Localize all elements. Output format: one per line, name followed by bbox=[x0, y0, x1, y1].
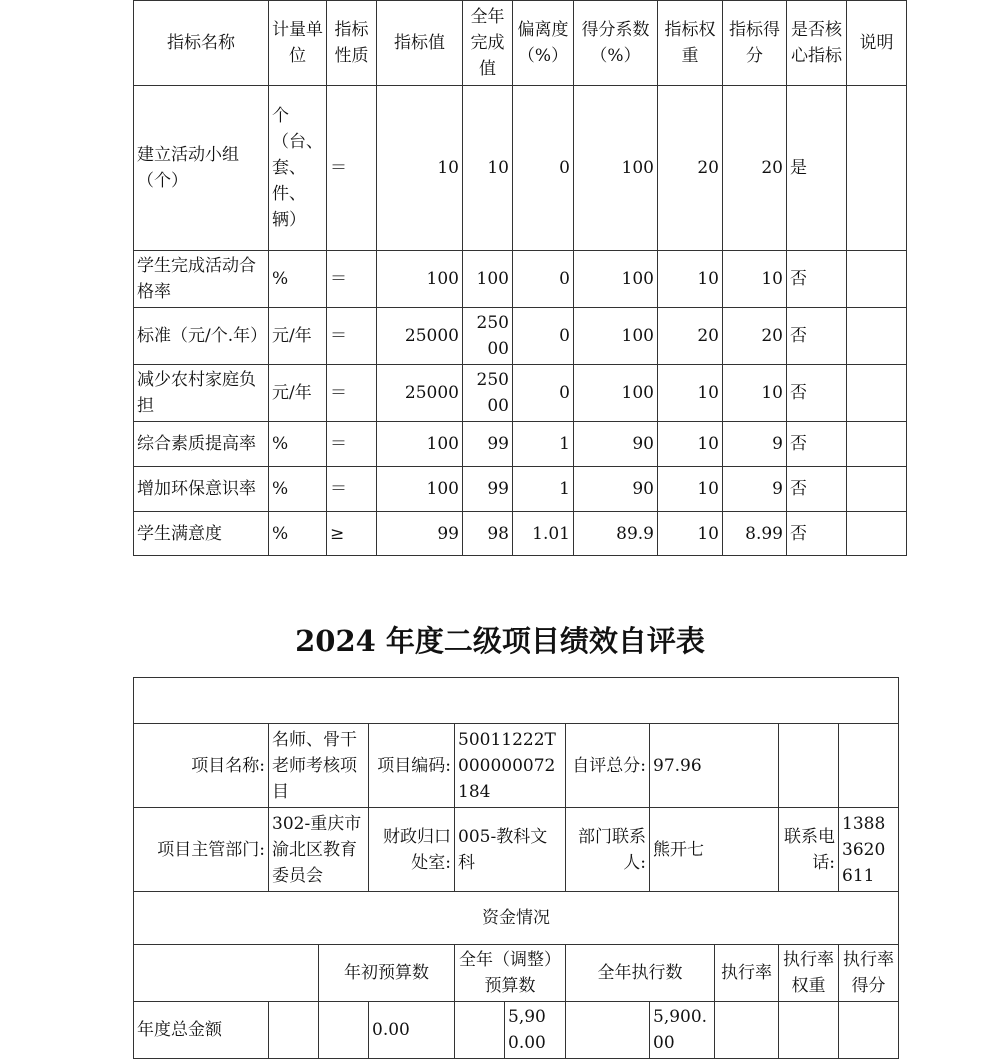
table-row bbox=[134, 467, 907, 512]
empty-cell bbox=[566, 1002, 650, 1059]
contact-label: 部门联系人: bbox=[566, 808, 650, 892]
table-row bbox=[134, 251, 907, 308]
indicator-note bbox=[847, 512, 907, 556]
indicator-name: 学生满意度 bbox=[134, 512, 269, 556]
indicator-weight: 10 bbox=[658, 251, 723, 308]
header-actual: 全年完成值 bbox=[463, 1, 513, 86]
indicator-deviation: 0 bbox=[513, 365, 574, 422]
indicator-score: 10 bbox=[723, 365, 787, 422]
project-table bbox=[133, 677, 899, 1059]
indicator-nature: ≥ bbox=[327, 512, 377, 556]
dept-value: 302-重庆市渝北区教育委员会 bbox=[269, 808, 369, 892]
indicator-note bbox=[847, 365, 907, 422]
indicator-unit: 个（台、套、件、辆） bbox=[269, 86, 327, 251]
indicator-name: 综合素质提高率 bbox=[134, 422, 269, 467]
indicator-unit: % bbox=[269, 467, 327, 512]
indicator-deviation: 0 bbox=[513, 251, 574, 308]
indicator-coef: 100 bbox=[574, 308, 658, 365]
header-target: 指标值 bbox=[377, 1, 463, 86]
page-title: 2024 年度二级项目绩效自评表 bbox=[295, 624, 705, 658]
indicator-nature: ＝ bbox=[327, 251, 377, 308]
empty-cell bbox=[319, 1002, 369, 1059]
header-executed: 全年执行数 bbox=[566, 945, 715, 1002]
finance-office-label: 财政归口处室: bbox=[369, 808, 455, 892]
indicator-core: 否 bbox=[787, 365, 847, 422]
dept-label: 项目主管部门: bbox=[134, 808, 269, 892]
indicator-name: 建立活动小组（个） bbox=[134, 86, 269, 251]
indicator-actual: 98 bbox=[463, 512, 513, 556]
indicator-target: 100 bbox=[377, 251, 463, 308]
indicator-deviation: 1 bbox=[513, 422, 574, 467]
indicator-target: 99 bbox=[377, 512, 463, 556]
phone-value: 13883620611 bbox=[839, 808, 899, 892]
header-execution-rate: 执行率 bbox=[715, 945, 779, 1002]
indicator-score: 9 bbox=[723, 422, 787, 467]
indicator-nature: ＝ bbox=[327, 86, 377, 251]
project-name-value: 名师、骨干老师考核项目 bbox=[269, 724, 369, 808]
header-score: 指标得分 bbox=[723, 1, 787, 86]
phone-label: 联系电话: bbox=[779, 808, 839, 892]
indicator-unit: % bbox=[269, 251, 327, 308]
indicator-core: 否 bbox=[787, 308, 847, 365]
indicator-table bbox=[133, 0, 907, 556]
indicator-weight: 20 bbox=[658, 86, 723, 251]
header-deviation: 偏离度（%） bbox=[513, 1, 574, 86]
department-row bbox=[134, 808, 899, 892]
header-unit: 计量单位 bbox=[269, 1, 327, 86]
indicator-note bbox=[847, 251, 907, 308]
indicator-core: 否 bbox=[787, 512, 847, 556]
project-code-value: 50011222T000000072184 bbox=[455, 724, 566, 808]
indicator-weight: 10 bbox=[658, 512, 723, 556]
indicator-core: 否 bbox=[787, 251, 847, 308]
indicator-note bbox=[847, 467, 907, 512]
indicator-core: 是 bbox=[787, 86, 847, 251]
table-row bbox=[134, 422, 907, 467]
indicator-core: 否 bbox=[787, 467, 847, 512]
header-adjusted-budget: 全年（调整）预算数 bbox=[455, 945, 566, 1002]
indicator-note bbox=[847, 308, 907, 365]
indicator-coef: 90 bbox=[574, 422, 658, 467]
total-amount-label: 年度总金额 bbox=[134, 1002, 269, 1059]
table-row bbox=[134, 86, 907, 251]
header-initial-budget: 年初预算数 bbox=[319, 945, 455, 1002]
indicator-coef: 100 bbox=[574, 365, 658, 422]
indicator-score: 10 bbox=[723, 251, 787, 308]
header-weight: 指标权重 bbox=[658, 1, 723, 86]
indicator-weight: 20 bbox=[658, 308, 723, 365]
indicator-coef: 100 bbox=[574, 86, 658, 251]
funds-section-label: 资金情况 bbox=[134, 892, 899, 945]
empty-cell bbox=[715, 1002, 779, 1059]
project-info-row bbox=[134, 724, 899, 808]
indicator-target: 100 bbox=[377, 422, 463, 467]
header-rate-weight: 执行率权重 bbox=[779, 945, 839, 1002]
header-rate-score: 执行率得分 bbox=[839, 945, 899, 1002]
indicator-name: 标准（元/个.年） bbox=[134, 308, 269, 365]
contact-value: 熊开七 bbox=[650, 808, 779, 892]
indicator-coef: 100 bbox=[574, 251, 658, 308]
funds-section-row bbox=[134, 892, 899, 945]
empty-cell bbox=[839, 724, 899, 808]
indicator-actual: 10 bbox=[463, 86, 513, 251]
adjusted-budget-value: 5,900.00 bbox=[505, 1002, 566, 1059]
indicator-actual: 99 bbox=[463, 422, 513, 467]
indicator-target: 25000 bbox=[377, 308, 463, 365]
indicator-unit: 元/年 bbox=[269, 308, 327, 365]
indicator-unit: % bbox=[269, 422, 327, 467]
indicator-note bbox=[847, 422, 907, 467]
empty-cell bbox=[269, 1002, 319, 1059]
finance-office-value: 005-教科文科 bbox=[455, 808, 566, 892]
header-nature: 指标性质 bbox=[327, 1, 377, 86]
header-indicator-name: 指标名称 bbox=[134, 1, 269, 86]
table-row bbox=[134, 365, 907, 422]
indicator-weight: 10 bbox=[658, 365, 723, 422]
indicator-unit: 元/年 bbox=[269, 365, 327, 422]
indicator-core: 否 bbox=[787, 422, 847, 467]
self-score-value: 97.96 bbox=[650, 724, 779, 808]
funds-total-row bbox=[134, 1002, 899, 1059]
indicator-actual: 99 bbox=[463, 467, 513, 512]
indicator-nature: ＝ bbox=[327, 365, 377, 422]
header-note: 说明 bbox=[847, 1, 907, 86]
indicator-target: 10 bbox=[377, 86, 463, 251]
indicator-deviation: 0 bbox=[513, 86, 574, 251]
indicator-actual: 100 bbox=[463, 251, 513, 308]
indicator-actual: 25000 bbox=[463, 308, 513, 365]
indicator-name: 学生完成活动合格率 bbox=[134, 251, 269, 308]
indicator-name: 减少农村家庭负担 bbox=[134, 365, 269, 422]
indicator-weight: 10 bbox=[658, 422, 723, 467]
self-score-label: 自评总分: bbox=[566, 724, 650, 808]
indicator-nature: ＝ bbox=[327, 422, 377, 467]
indicator-name: 增加环保意识率 bbox=[134, 467, 269, 512]
indicator-deviation: 1 bbox=[513, 467, 574, 512]
indicator-target: 25000 bbox=[377, 365, 463, 422]
blank-cell bbox=[134, 678, 899, 724]
project-name-label: 项目名称: bbox=[134, 724, 269, 808]
indicator-score: 20 bbox=[723, 308, 787, 365]
indicator-deviation: 0 bbox=[513, 308, 574, 365]
indicator-weight: 10 bbox=[658, 467, 723, 512]
indicator-actual: 25000 bbox=[463, 365, 513, 422]
indicator-note bbox=[847, 86, 907, 251]
empty-cell bbox=[779, 724, 839, 808]
indicator-unit: % bbox=[269, 512, 327, 556]
header-core: 是否核心指标 bbox=[787, 1, 847, 86]
empty-cell bbox=[839, 1002, 899, 1059]
initial-budget-value: 0.00 bbox=[369, 1002, 455, 1059]
table-row bbox=[134, 308, 907, 365]
indicator-coef: 90 bbox=[574, 467, 658, 512]
executed-value: 5,900.00 bbox=[650, 1002, 715, 1059]
indicator-header-row bbox=[134, 1, 907, 86]
indicator-coef: 89.9 bbox=[574, 512, 658, 556]
empty-cell bbox=[134, 945, 319, 1002]
indicator-target: 100 bbox=[377, 467, 463, 512]
blank-row bbox=[134, 678, 899, 724]
indicator-deviation: 1.01 bbox=[513, 512, 574, 556]
indicator-score: 9 bbox=[723, 467, 787, 512]
indicator-score: 8.99 bbox=[723, 512, 787, 556]
funds-header-row bbox=[134, 945, 899, 1002]
empty-cell bbox=[779, 1002, 839, 1059]
indicator-nature: ＝ bbox=[327, 467, 377, 512]
indicator-score: 20 bbox=[723, 86, 787, 251]
project-code-label: 项目编码: bbox=[369, 724, 455, 808]
indicator-nature: ＝ bbox=[327, 308, 377, 365]
empty-cell bbox=[455, 1002, 505, 1059]
table-row bbox=[134, 512, 907, 556]
header-coef: 得分系数（%） bbox=[574, 1, 658, 86]
